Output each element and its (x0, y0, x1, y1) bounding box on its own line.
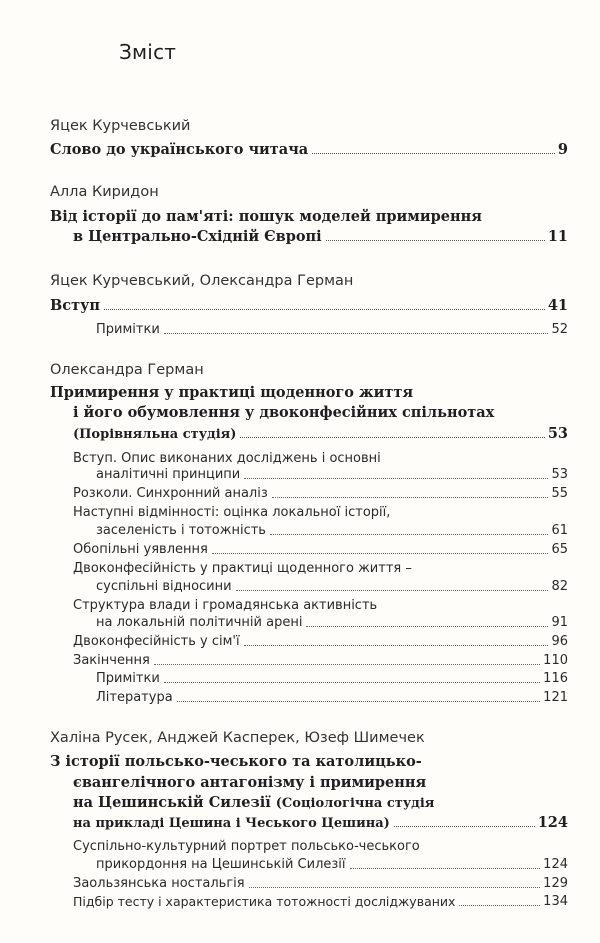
author: Олександра Герман (50, 362, 204, 378)
entry-title: Вступ (50, 297, 100, 314)
author: Халіна Русек, Анджей Касперек, Юзеф Шимечек (50, 730, 425, 746)
page-number: 41 (547, 297, 568, 314)
page-number: 124 (537, 814, 568, 831)
page-title: Зміст (119, 40, 177, 64)
toc-subentry[interactable] (73, 653, 568, 668)
dot-leader (312, 153, 555, 154)
toc-subentry[interactable] (73, 634, 568, 649)
toc-subentry[interactable] (73, 894, 568, 909)
entry-title: Слово до українського читача (50, 141, 309, 158)
subentry-title: Примітки (96, 322, 160, 337)
subentry-title-line: Суспільно-культурний портрет польсько-чеського (73, 839, 420, 854)
page-number: 61 (551, 523, 568, 538)
entry-title: на прикладі Цешина і Чеського Цешина) (73, 816, 390, 831)
page-number: 52 (551, 322, 568, 337)
page-number: 110 (543, 653, 568, 668)
toc-subentry[interactable] (96, 579, 568, 594)
subentry-title: суспільні відносини (96, 579, 232, 594)
entry-title: в Центрально-Східній Європі (73, 228, 322, 245)
entry-title-line: Примирення у практиці щоденного життя (50, 384, 414, 401)
subentry-title-line: Структура влади і громадянська активність (73, 598, 378, 613)
toc-entry[interactable] (73, 228, 568, 245)
dot-leader (212, 553, 549, 554)
toc-subentry[interactable] (73, 542, 568, 557)
subentry-title: прикордоння на Цешинській Силезії (96, 857, 346, 872)
entry-title-part: (Соціологічна студія (275, 796, 435, 811)
dot-leader (272, 497, 549, 498)
dot-leader (326, 240, 545, 241)
toc-entry[interactable] (73, 814, 568, 831)
subentry-title: Примітки (96, 671, 160, 686)
page-number: 121 (543, 690, 568, 705)
dot-leader (459, 905, 540, 906)
subentry-title: заселеність і тотожність (96, 523, 266, 538)
toc-entry[interactable] (73, 425, 568, 442)
toc-subentry[interactable] (96, 322, 568, 337)
dot-leader (249, 887, 541, 888)
entry-title-line: і його обумовлення у двоконфесійних спільнотах (73, 404, 495, 421)
entry-title-part: на Цешинській Силезії (73, 794, 271, 811)
page-number: 11 (547, 228, 568, 245)
page-number: 53 (551, 467, 568, 482)
page-number: 124 (543, 857, 568, 872)
toc-subentry[interactable] (96, 615, 568, 630)
dot-leader (270, 534, 548, 535)
dot-leader (154, 664, 540, 665)
subentry-title: Підбір тесту і характеристика тотожності досліджуваних (73, 894, 456, 909)
subentry-title-line: Двоконфесійність у практиці щоденного життя – (73, 561, 412, 576)
dot-leader (177, 701, 541, 702)
toc-subentry[interactable] (96, 523, 568, 538)
page-number: 53 (547, 425, 568, 442)
page-number: 9 (557, 141, 568, 158)
subentry-title-line: Наступні відмінності: оцінка локальної історії, (73, 505, 391, 520)
toc-subentry[interactable] (96, 690, 568, 705)
author: Яцек Курчевський (50, 118, 191, 134)
toc-subentry[interactable] (96, 671, 568, 686)
dot-leader (244, 478, 548, 479)
subentry-title: Заользянська ностальгія (73, 876, 245, 891)
entry-title-line: Від історії до пам'яті: пошук моделей примирення (50, 208, 482, 225)
dot-leader (350, 868, 541, 869)
page-number: 82 (551, 579, 568, 594)
toc-entry[interactable] (50, 141, 568, 158)
page-number: 129 (543, 876, 568, 891)
subentry-title: Обопільні уявлення (73, 542, 208, 557)
page-number: 134 (543, 894, 568, 909)
page-number: 55 (551, 486, 568, 501)
page-number: 65 (551, 542, 568, 557)
entry-title-line: З історії польсько-чеського та католицько- (50, 753, 422, 770)
toc-subentry[interactable] (73, 486, 568, 501)
toc-subentry[interactable] (96, 857, 568, 872)
dot-leader (104, 309, 545, 310)
entry-title-line: євангелічного антагонізму і примирення (73, 774, 427, 791)
subentry-title: Закінчення (73, 653, 150, 668)
entry-title: (Порівняльна студія) (73, 427, 237, 442)
dot-leader (236, 590, 549, 591)
subentry-title-line: Вступ. Опис виконаних досліджень і основні (73, 451, 381, 466)
toc-entry[interactable] (50, 297, 568, 314)
page-number: 91 (551, 615, 568, 630)
page-number: 96 (551, 634, 568, 649)
subentry-title: Література (96, 690, 173, 705)
page-number: 116 (543, 671, 568, 686)
author: Яцек Курчевський, Олександра Герман (50, 273, 354, 289)
dot-leader (394, 826, 535, 827)
dot-leader (164, 333, 549, 334)
subentry-title: Розколи. Синхронний аналіз (73, 486, 268, 501)
toc-subentry[interactable] (96, 467, 568, 482)
subentry-title: на локальній політичній арені (96, 615, 303, 630)
dot-leader (306, 626, 548, 627)
dot-leader (164, 682, 540, 683)
subentry-title: Двоконфесійність у сім'ї (73, 634, 240, 649)
dot-leader (244, 645, 549, 646)
dot-leader (240, 437, 544, 438)
toc-subentry[interactable] (73, 876, 568, 891)
subentry-title: аналітичні принципи (96, 467, 241, 482)
entry-title-line (73, 794, 434, 811)
author: Алла Киридон (50, 184, 159, 200)
